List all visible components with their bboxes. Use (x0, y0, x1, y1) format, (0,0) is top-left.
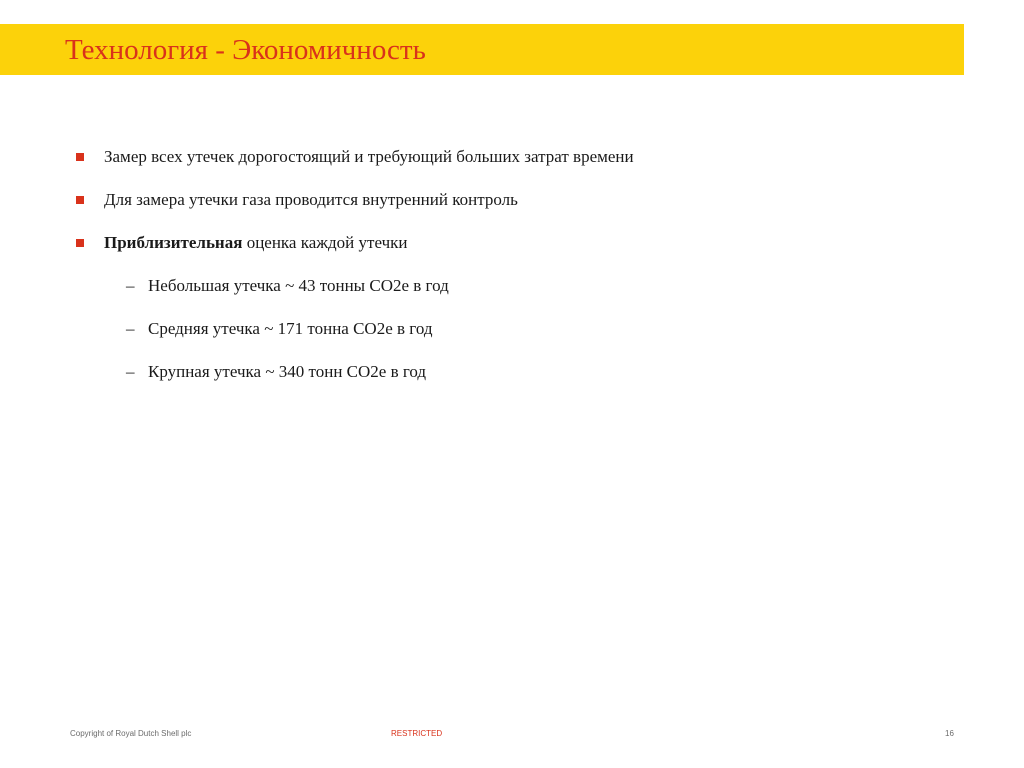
bullet-text: Замер всех утечек дорогостоящий и требующий больших затрат времени (104, 147, 634, 166)
sub-bullet-text: Крупная утечка ~ 340 тонн CO2e в год (148, 362, 427, 381)
sub-bullet-text: Небольшая утечка ~ 43 тонны CO2e в год (148, 276, 449, 295)
bullet-text-rest: оценка каждой утечки (242, 233, 408, 252)
bullet-text (104, 232, 407, 254)
dash-bullet-icon: – (126, 276, 135, 295)
footer-copyright: Copyright of Royal Dutch Shell plc (70, 729, 192, 738)
dash-bullet-icon: – (126, 319, 135, 338)
slide-title: Технология - Экономичность (65, 34, 426, 66)
page-number: 16 (945, 729, 954, 738)
square-bullet-icon (76, 153, 84, 161)
dash-bullet-icon: – (126, 362, 135, 381)
sub-bullet-text: Средняя утечка ~ 171 тонна CO2e в год (148, 319, 433, 338)
footer-classification: RESTRICTED (391, 729, 443, 738)
bullet-bold-text: Приблизительная (104, 233, 243, 252)
square-bullet-icon (76, 196, 84, 204)
square-bullet-icon (76, 239, 84, 247)
bullet-text: Для замера утечки газа проводится внутренний контроль (104, 190, 518, 209)
